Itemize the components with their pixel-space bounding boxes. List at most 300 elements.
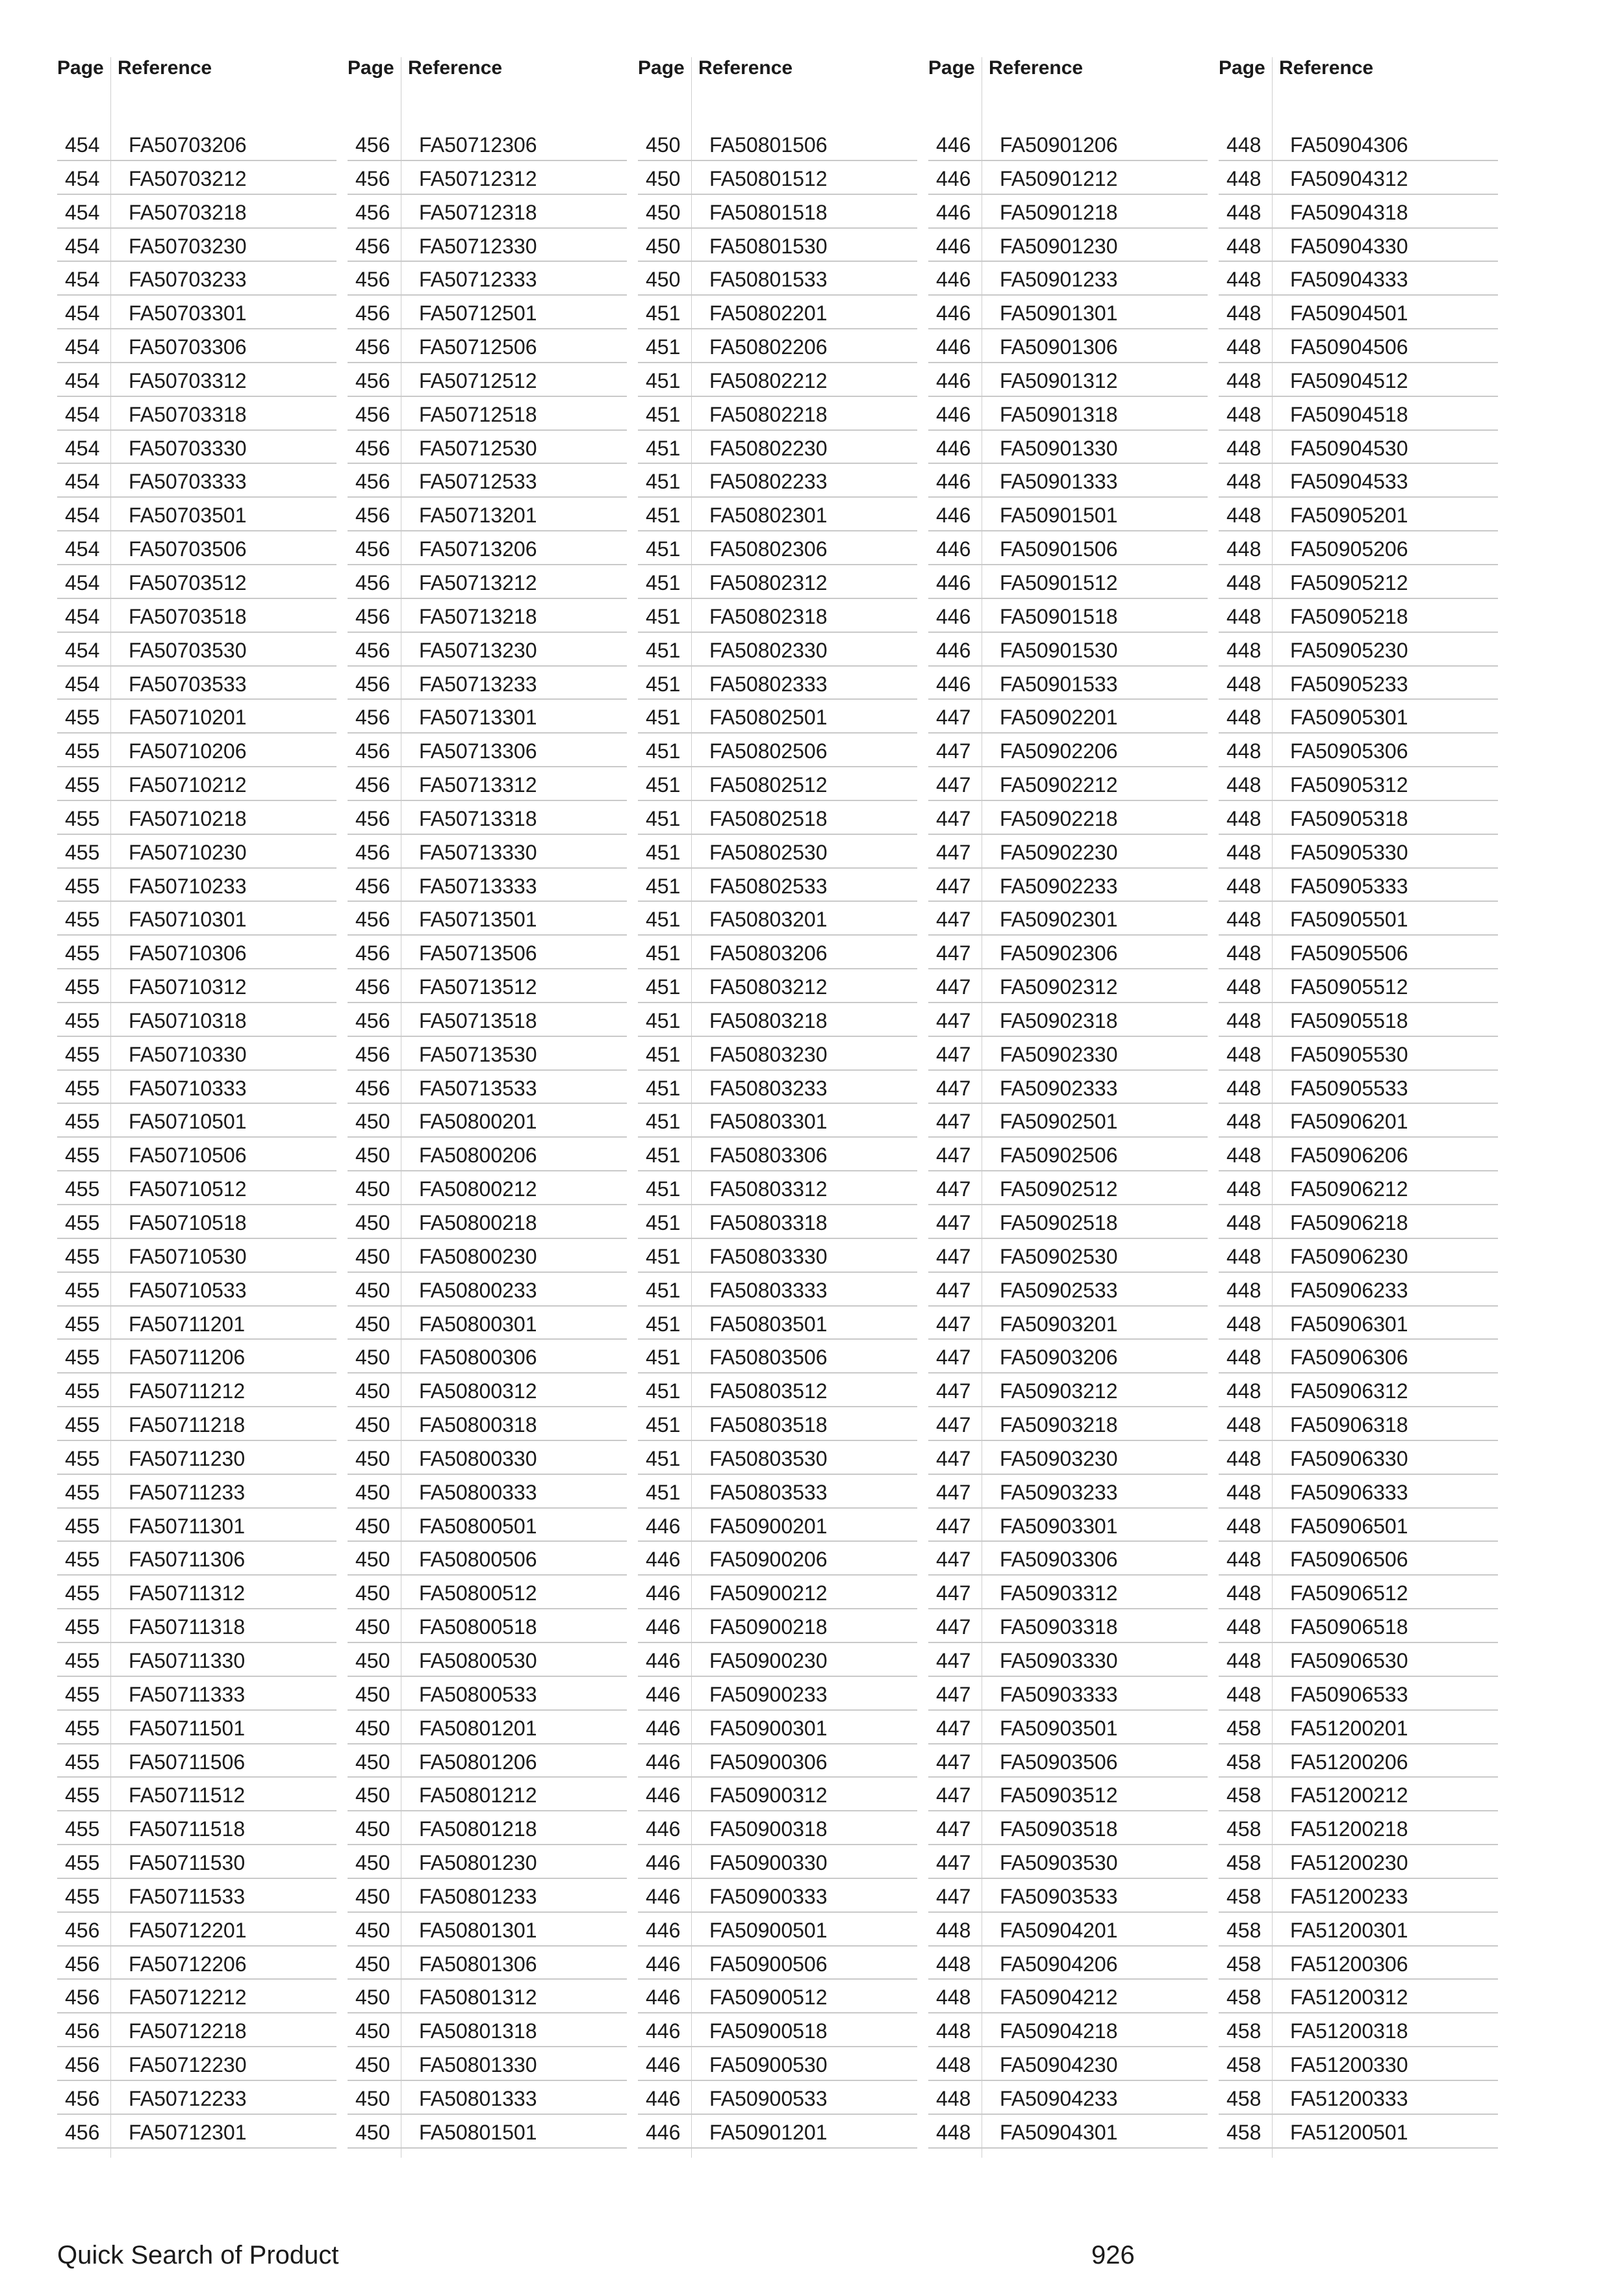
page-cell: 455 [65,1851,100,1875]
reference-cell: FA50905330 [1290,840,1408,864]
page-cell: 446 [646,1918,681,1942]
page-cell: 448 [1226,301,1262,326]
table-row [638,1677,917,1711]
table-row [57,1138,336,1171]
table-row [57,1711,336,1744]
table-row [638,531,917,565]
page-cell: 456 [355,1008,390,1032]
reference-cell: FA50713306 [419,739,537,763]
table-row [57,1373,336,1407]
reference-cell: FA50803533 [709,1480,828,1504]
table-row [348,1542,627,1576]
table-row [348,1407,627,1441]
page-cell: 450 [355,1851,390,1875]
page-cell: 455 [65,1413,100,1437]
page-cell: 450 [355,1446,390,1470]
page-cell: 451 [646,335,681,359]
page-cell: 451 [646,638,681,662]
reference-cell: FA50900512 [709,1986,828,2010]
reference-cell: FA50906501 [1290,1514,1408,1538]
page-header-label: Page [928,57,975,79]
reference-header-label: Reference [118,57,212,79]
table-row [57,1071,336,1105]
page-cell: 448 [1226,570,1262,594]
table-row [57,835,336,869]
reference-cell: FA50800318 [419,1413,537,1437]
page-cell: 454 [65,436,100,460]
table-row [638,2081,917,2115]
page-cell: 454 [65,335,100,359]
reference-cell: FA51200312 [1290,1986,1408,2010]
table-row [928,1104,1208,1138]
table-row [928,1947,1208,1980]
table-row [1219,599,1498,633]
reference-cell: FA50906230 [1290,1244,1408,1268]
reference-cell: FA50905533 [1290,1076,1408,1100]
page-cell: 451 [646,840,681,864]
table-row [348,363,627,397]
page-cell: 455 [65,1211,100,1234]
page-cell: 447 [936,1278,971,1302]
page-cell: 455 [65,1750,100,1774]
table-row [348,1071,627,1105]
table-row [928,767,1208,801]
reference-cell: FA51200212 [1290,1783,1408,1808]
reference-cell: FA50905212 [1290,570,1408,594]
table-row [638,767,917,801]
page-cell: 458 [1226,1918,1262,1942]
index-rows [928,127,1208,2149]
reference-cell: FA50902530 [1000,1244,1118,1268]
table-row [57,1542,336,1576]
reference-cell: FA50712533 [419,470,537,494]
reference-cell: FA50710201 [129,706,247,730]
reference-cell: FA51200233 [1290,1884,1408,1908]
table-row [1219,127,1498,161]
table-row [57,1980,336,2013]
reference-cell: FA50703530 [129,638,247,662]
reference-cell: FA50712530 [419,436,537,460]
reference-cell: FA50802201 [709,301,828,326]
reference-cell: FA50903212 [1000,1379,1118,1403]
table-row [348,2081,627,2115]
reference-cell: FA50703506 [129,537,247,561]
page-cell: 451 [646,1312,681,1336]
reference-cell: FA50802512 [709,773,828,797]
table-row [638,1609,917,1643]
page-cell: 455 [65,1379,100,1403]
table-row [57,1003,336,1037]
reference-cell: FA50901512 [1000,570,1118,594]
table-row [348,431,627,465]
page-cell: 456 [355,975,390,999]
page-cell: 451 [646,1379,681,1403]
page-cell: 447 [936,1783,971,1808]
reference-cell: FA50906233 [1290,1278,1408,1302]
reference-cell: FA50906201 [1290,1110,1408,1134]
reference-cell: FA50903501 [1000,1716,1118,1740]
page-cell: 455 [65,773,100,797]
page-cell: 451 [646,1143,681,1168]
table-row [638,869,917,902]
reference-cell: FA50711306 [129,1548,246,1572]
reference-cell: FA50904233 [1000,2086,1118,2110]
reference-cell: FA50901312 [1000,368,1118,392]
page-cell: 447 [936,773,971,797]
table-row [1219,1879,1498,1913]
table-row [348,1373,627,1407]
table-row [928,1037,1208,1071]
reference-cell: FA50900312 [709,1783,828,1808]
reference-cell: FA50900506 [709,1952,828,1976]
page-cell: 455 [65,1042,100,1066]
page-cell: 455 [65,1008,100,1032]
page-cell: 447 [936,1682,971,1706]
reference-cell: FA50904312 [1290,166,1408,190]
table-row [928,1711,1208,1744]
reference-cell: FA51200206 [1290,1750,1408,1774]
reference-cell: FA50905333 [1290,874,1408,898]
table-row [57,195,336,229]
table-row [928,1138,1208,1171]
page-cell: 447 [936,1076,971,1100]
reference-cell: FA50710301 [129,908,247,932]
table-row [57,1576,336,1609]
reference-cell: FA50801201 [419,1716,537,1740]
table-row [928,734,1208,767]
table-row [928,1205,1208,1239]
table-row [928,1980,1208,2013]
table-row [638,1273,917,1307]
page-cell: 448 [1226,133,1262,157]
reference-cell: FA50902318 [1000,1008,1118,1032]
reference-cell: FA50800512 [419,1581,537,1605]
reference-cell: FA50800301 [419,1312,537,1336]
reference-cell: FA50903318 [1000,1615,1118,1639]
reference-cell: FA50801530 [709,234,828,258]
page-cell: 451 [646,806,681,830]
page-cell: 458 [1226,1884,1262,1908]
page-cell: 455 [65,1110,100,1134]
page-cell: 451 [646,1042,681,1066]
reference-cell: FA50903330 [1000,1648,1118,1672]
page-cell: 447 [936,1177,971,1201]
reference-cell: FA50703330 [129,436,247,460]
index-rows [57,127,336,2149]
page-header-label: Page [348,57,394,79]
page-cell: 447 [936,1042,971,1066]
page-cell: 447 [936,1480,971,1504]
reference-cell: FA50801230 [419,1851,537,1875]
table-row [57,296,336,329]
page-cell: 446 [936,638,971,662]
reference-cell: FA50901518 [1000,604,1118,628]
reference-cell: FA50703206 [129,133,247,157]
reference-cell: FA50802333 [709,672,828,696]
page-cell: 455 [65,908,100,932]
reference-header-label: Reference [1279,57,1374,79]
page-cell: 448 [1226,335,1262,359]
table-row [57,329,336,363]
page-cell: 448 [1226,166,1262,190]
table-row [928,1071,1208,1105]
reference-cell: FA50903533 [1000,1884,1118,1908]
page-cell: 448 [1226,537,1262,561]
table-row [928,329,1208,363]
page-cell: 448 [936,2053,971,2077]
table-row [1219,1677,1498,1711]
reference-cell: FA50900206 [709,1548,828,1572]
page-cell: 448 [1226,1648,1262,1672]
reference-cell: FA50711512 [129,1783,246,1808]
reference-cell: FA50712218 [129,2019,247,2043]
page-cell: 448 [1226,436,1262,460]
reference-cell: FA50712512 [419,368,537,392]
page-cell: 448 [936,1986,971,2010]
table-row [638,734,917,767]
page-cell: 454 [65,200,100,224]
reference-cell: FA50900212 [709,1581,828,1605]
table-row [348,498,627,531]
reference-cell: FA50710306 [129,941,247,965]
page-cell: 448 [936,1952,971,1976]
page-cell: 447 [936,874,971,898]
page-cell: 446 [646,1750,681,1774]
table-row [57,464,336,498]
reference-cell: FA50712206 [129,1952,247,1976]
reference-cell: FA50712233 [129,2086,247,2110]
table-row [928,296,1208,329]
reference-cell: FA50801233 [419,1884,537,1908]
page-cell: 451 [646,1211,681,1234]
page-cell: 450 [355,1480,390,1504]
table-row [348,2047,627,2081]
reference-cell: FA50905233 [1290,672,1408,696]
reference-cell: FA50906218 [1290,1211,1408,1234]
reference-cell: FA50803212 [709,975,828,999]
table-row [57,1475,336,1509]
table-row [348,734,627,767]
reference-cell: FA50712318 [419,200,537,224]
page-cell: 447 [936,1110,971,1134]
page-cell: 454 [65,638,100,662]
reference-cell: FA50800233 [419,1278,537,1302]
reference-cell: FA50802533 [709,874,828,898]
page-cell: 455 [65,1548,100,1572]
page-cell: 454 [65,301,100,326]
reference-cell: FA50803233 [709,1076,828,1100]
table-row [1219,1811,1498,1845]
table-row [928,531,1208,565]
table-row [348,633,627,667]
page-cell: 450 [355,1817,390,1841]
page-cell: 450 [646,268,681,292]
page-cell: 455 [65,1177,100,1201]
page-cell: 450 [355,1379,390,1403]
page-cell: 450 [355,1884,390,1908]
table-row [348,1205,627,1239]
page-cell: 456 [355,638,390,662]
page-cell: 451 [646,436,681,460]
table-row [638,1037,917,1071]
table-row [348,161,627,195]
page-cell: 450 [355,1986,390,2010]
table-row [1219,161,1498,195]
reference-cell: FA50802206 [709,335,828,359]
reference-cell: FA50703312 [129,368,247,392]
page-cell: 447 [936,1648,971,1672]
page-cell: 448 [1226,1177,1262,1201]
table-row [928,397,1208,431]
page-cell: 456 [355,268,390,292]
index-column-4 [928,39,1208,2144]
table-row [348,1239,627,1273]
table-row [638,902,917,936]
page-cell: 455 [65,1817,100,1841]
page-cell: 446 [936,368,971,392]
table-row [638,2047,917,2081]
reference-cell: FA50713318 [419,806,537,830]
table-row [638,498,917,531]
table-row [57,1441,336,1475]
table-row [1219,1475,1498,1509]
reference-cell: FA50801330 [419,2053,537,2077]
page-cell: 448 [1226,806,1262,830]
reference-cell: FA50903530 [1000,1851,1118,1875]
page-cell: 447 [936,739,971,763]
table-row [348,565,627,599]
page-cell: 455 [65,941,100,965]
page-cell: 456 [355,604,390,628]
page-cell: 448 [1226,234,1262,258]
reference-cell: FA50905218 [1290,604,1408,628]
table-row [1219,2013,1498,2047]
reference-cell: FA50902506 [1000,1143,1118,1168]
page-cell: 450 [355,1346,390,1370]
reference-cell: FA50800330 [419,1446,537,1470]
page-cell: 450 [355,2019,390,2043]
page-cell: 451 [646,504,681,528]
table-row [57,1677,336,1711]
table-row [57,1811,336,1845]
page-cell: 455 [65,1648,100,1672]
table-row [638,936,917,969]
page-cell: 448 [1226,1682,1262,1706]
table-row [1219,1542,1498,1576]
reference-cell: FA50710530 [129,1244,247,1268]
reference-cell: FA50713201 [419,504,537,528]
page-cell: 450 [646,133,681,157]
reference-cell: FA50900230 [709,1648,828,1672]
table-row [348,127,627,161]
page-cell: 450 [355,1783,390,1808]
page-cell: 448 [1226,1042,1262,1066]
page-cell: 456 [65,1986,100,2010]
page-header-label: Page [1219,57,1265,79]
table-row [1219,767,1498,801]
reference-cell: FA50710533 [129,1278,247,1302]
reference-cell: FA50905206 [1290,537,1408,561]
page-cell: 451 [646,1076,681,1100]
reference-cell: FA51200201 [1290,1716,1408,1740]
reference-cell: FA50710333 [129,1076,247,1100]
reference-cell: FA51200306 [1290,1952,1408,1976]
page-cell: 455 [65,1615,100,1639]
table-row [348,1677,627,1711]
reference-cell: FA50900301 [709,1716,828,1740]
table-row [348,329,627,363]
reference-cell: FA50802530 [709,840,828,864]
page-cell: 450 [355,1716,390,1740]
reference-cell: FA50802501 [709,706,828,730]
reference-cell: FA50904212 [1000,1986,1118,2010]
column-header [928,39,1208,96]
reference-cell: FA50901218 [1000,200,1118,224]
reference-cell: FA50800501 [419,1514,537,1538]
page-cell: 454 [65,234,100,258]
table-row [638,633,917,667]
table-row [1219,296,1498,329]
table-row [638,1778,917,1811]
table-row [928,936,1208,969]
reference-cell: FA50905512 [1290,975,1408,999]
table-row [928,1677,1208,1711]
reference-cell: FA50905301 [1290,706,1408,730]
table-row [638,1441,917,1475]
table-row [638,296,917,329]
page-cell: 446 [646,1648,681,1672]
reference-cell: FA50902333 [1000,1076,1118,1100]
table-row [1219,229,1498,262]
page-cell: 448 [1226,773,1262,797]
table-row [1219,2115,1498,2149]
table-row [928,464,1208,498]
page-cell: 456 [355,368,390,392]
table-row [348,599,627,633]
reference-cell: FA50905201 [1290,504,1408,528]
table-row [1219,1003,1498,1037]
page-cell: 446 [936,200,971,224]
reference-cell: FA50901201 [709,2120,828,2144]
reference-cell: FA50801301 [419,1918,537,1942]
table-row [638,835,917,869]
reference-cell: FA50906512 [1290,1581,1408,1605]
page-cell: 448 [1226,470,1262,494]
table-row [57,1407,336,1441]
reference-cell: FA50711230 [129,1446,246,1470]
table-row [638,431,917,465]
page-cell: 450 [355,2120,390,2144]
page-cell: 448 [1226,1548,1262,1572]
table-row [348,1913,627,1947]
table-row [928,1307,1208,1340]
page-cell: 446 [936,402,971,426]
page-cell: 458 [1226,1716,1262,1740]
reference-cell: FA50904318 [1290,200,1408,224]
page-cell: 447 [936,1143,971,1168]
page-cell: 446 [646,1884,681,1908]
page-cell: 448 [1226,504,1262,528]
page-cell: 451 [646,1110,681,1134]
reference-cell: FA50900306 [709,1750,828,1774]
table-row [1219,1273,1498,1307]
page-cell: 447 [936,1379,971,1403]
page-cell: 456 [355,840,390,864]
reference-cell: FA51200333 [1290,2086,1408,2110]
reference-cell: FA50901301 [1000,301,1118,326]
table-row [1219,1239,1498,1273]
page-cell: 448 [1226,1110,1262,1134]
